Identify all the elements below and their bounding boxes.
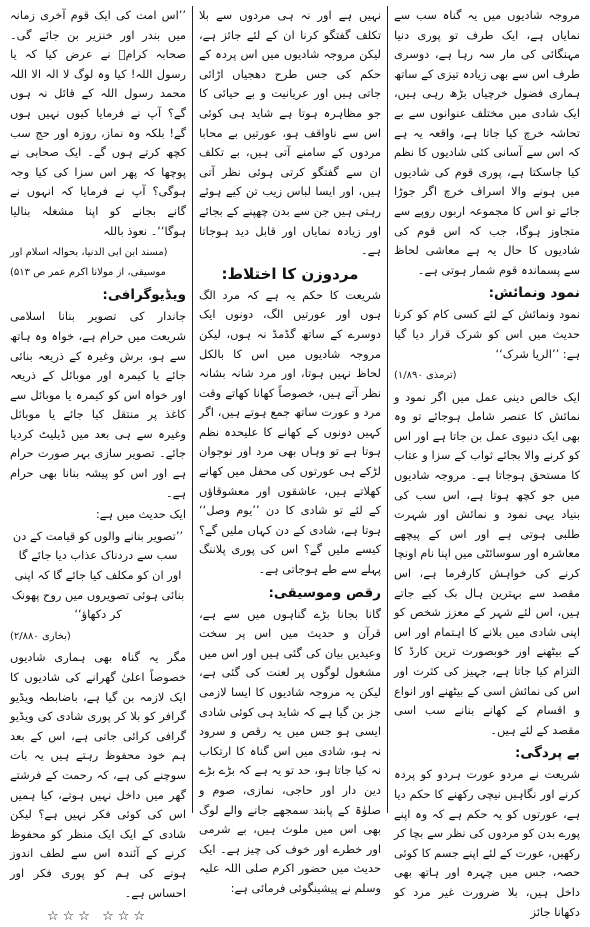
section-heading-display: نمود ونمائش: bbox=[488, 285, 580, 302]
hadith-quote: ’’اس امت کی ایک قوم آخری زمانہ میں بندر اور خنزیر بن جائے گی۔ صحابہ کرامؓ نے عرض کیا کہ یا رسول اللہ! کیا وہ لوگ لا الہ الا اللہ محمد رسول اللہ کے قائل نہ ہوں گے؟ آپ نے فرمایا کیوں نہیں ہوں گے! بلکہ وہ نماز، روزہ اور حج سب کچھ کرتے ہوں گے۔ ایک صحابی نے پوچھا کہ پھر اس سزا کی کیا وجہ ہوگی؟ آپ نے فرمایا کہ انہوں نے گانے بجانے کو اپنا مشغلہ بنالیا ہوگا‘‘۔ نعوذ باللہ bbox=[10, 8, 186, 238]
section-heading-mixing: مردوزن کا اختلاط: bbox=[221, 264, 359, 283]
section-heading-videography: ویڈیوگرافی: bbox=[102, 287, 186, 304]
column-left bbox=[4, 6, 192, 925]
hadith-quote: ’’تصویر بنانے والوں کو قیامت کے دن سب سے دردناک عذاب دیا جائے گا اور ان کو مکلف کیا جائے گا کہ اپنی بنائی ہوئی تصویروں میں روح پھونک کر دکھاؤ‘‘ bbox=[11, 528, 185, 622]
paragraph: ایک حدیث میں ہے: bbox=[95, 507, 186, 522]
paragraph: شریعت کا حکم یہ ہے کہ مرد الگ ہوں اور عورتیں الگ، دونوں ایک دوسرے کے ساتھ گڈمڈ نہ ہوں، لیکن مروجہ شادیوں میں اس کا بالکل لحاظ نہیں ہوتا، اور مرد شانہ بشانہ نظر آتے ہیں، خصوصاً کھانا کھاتے وقت مرد و عورت ساتھ جمع ہوتے ہیں، اگر کہیں دونوں کے کھانے کا علیحدہ نظم ہوتا ہے تو وہاں بھی مرد اور نوجوان لڑکے ہی عورتوں کی محفل میں کھانے کھلاتے ہیں، عاشقوں اور معشوقاؤں کے لئے تو شادی کا دن ’’یوم وصل‘‘ ہوتا ہے، شادی کے دن کہاں ملیں گے؟ کیسے ملیں گے؟ اس کی پوری پلاننگ پہلے سے طے ہوجاتی ہے۔ bbox=[199, 287, 381, 577]
paragraph: شریعت نے مردو عورت ہردو کو پردہ کرنے اور نگاہیں نیچی رکھنے کا حکم دیا ہے، عورتوں کو یہ حکم ہے کہ وہ اپنے پورے بدن کو مردوں کی نظر سے بچا کر رکھیں، عورت کے لئے اپنے جسم کا کوئی حصہ، جس میں چہرہ اور ہاتھ بھی داخل ہیں، بلا ضرورت غیر مرد کو دکھانا جائز bbox=[394, 767, 580, 919]
reference-citation: (بخاری ۲/۸۸۰) bbox=[10, 630, 71, 642]
reference-citation: (ترمذی ۱/۸۹۰) bbox=[394, 370, 457, 382]
column-middle bbox=[192, 6, 388, 895]
section-heading-music: رقص وموسیقی: bbox=[268, 584, 381, 601]
paragraph: جاندار کی تصویر بنانا اسلامی شریعت میں حرام ہے، خواہ وہ ہاتھ سے ہو، برش وغیرہ کے ذریعہ بنائی جائے یا کیمرہ اور موبائل کے ذریعہ اور خواہ اس کو کیمرہ یا موبائل سے کاغذ پر منتقل کیا جائے یا موبائل وغیرہ سے ہی بعد میں ڈیلیٹ کردیا جائے۔ تصویر سازی بہر صورت حرام ہے اور اس کو پیشہ بنانا بھی حرام ہے۔ bbox=[10, 309, 186, 500]
paragraph: مگر یہ گناہ بھی ہماری شادیوں خصوصاً اعلیٰ گھرانے کی شادیوں کا ایک لازمہ بن گیا ہے، باضابطہ ویڈیو گرافر کو بلا کر پوری شادی کی ویڈیو گرافی کرائی جاتی ہے، اس کے بعد ہم خود محفوظ رہتے ہیں یہ بات سوچنے کی ہے، کہ رحمت کے فرشتے گھر میں داخل نہیں ہوتے، کیا ہمیں اس کی کوئی فکر نہیں ہے؟ لیکن شادی کے ایک ایک منظر کو محفوظ کرنے کے آئندہ اس سے لطف اندوز ہونے کی ہم کو پوری فکر اور احساس ہے۔ bbox=[10, 650, 186, 900]
column-right bbox=[388, 6, 586, 919]
paragraph: ایک خالص دینی عمل میں اگر نمود و نمائش کا عنصر شامل ہوجائے تو وہ بھی ایک دنیوی عمل بن جاتا ہے اور اس کو کرنے والا بجائے ثواب کے سزا و عتاب کا مستحق ہوجاتا ہے۔ مروجہ شادیوں میں جو کچھ ہوتا ہے، اس سب کی بنیاد یہی نمود و نمائش اور شہرت طلبی ہوتی ہے اور اس کے پیچھے معاشرہ اور سوسائٹی میں اپنا نام اونچا کرنے کی خواہش کارفرما ہے، اس مقصد سے بہترین ہال بک کیے جاتے ہیں، اس لئے شہر کے معزز شخص کو اپنی شادی میں بلانے کا اہتمام اور اس کے بیٹھنے اور خوبصورت ترین کارڈ کا التزام کیا جاتا ہے، جہیز کی کثرت اور اس کی نمائش اسی کے بیٹھنے اور انواع و اقسام کے کھانے بنانے سب اسی مقصد کے لئے ہیں۔ bbox=[394, 389, 580, 737]
paragraph: گانا بجانا بڑے گناہوں میں سے ہے، قرآن و حدیث میں اس پر سخت وعیدیں بیان کی گئی ہیں اور اس میں مشغول لوگوں پر لعنت کی گئی ہے، لیکن یہ مروجہ شادیوں کا ایسا لازمی جز بن گیا ہے کہ شاید ہی کوئی شادی ایسی ہو جس میں یہ رقص و سرود نہ ہو، شادی میں اس گناہ کا ارتکاب نہ کیا جاتا ہو، حد تو یہ ہے کہ بڑے بڑے دین دار اور حاجی، نمازی، صوم و صلوٰۃ کے پابند سمجھے جانے والے لوگ بھی اس میں ملوث ہیں، بے شرمی اور خطرے اور خوف کی چیز ہے۔ ایک حدیث میں حضور اکرم صلی اللہ علیہ وسلم نے پیشینگوئی فرمائی ہے: bbox=[199, 606, 381, 895]
paragraph: مروجہ شادیوں میں یہ گناہ سب سے نمایاں ہے، ایک طرف تو پوری دنیا مہنگائی کی مار سہ رہا ہے، دوسری طرف اس سے بھی زیادہ تیزی کے ساتھ ہماری فضول خرچیاں بڑھ رہی ہیں، ایک شادی میں مختلف عنوانوں سے بے تحاشہ خرچ کیا جاتا ہے، واقعہ یہ ہے کہ اس سے آسانی کئی شادیوں کا نظم کیا جاسکتا ہے، پوری قوم کی شادیوں میں ہونے والا اسراف خرچ اگر جوڑا جائے تو اس کا مجموعہ اربوں روپے سے متجاوز ہوگا، جب کہ اس قوم کی شادیوں کا حال یہ ہے معاشی لحاظ سے پسماندہ قوم شمار ہوتی ہے۔ bbox=[394, 8, 580, 277]
stars-divider: ☆☆☆ ☆☆☆ bbox=[46, 909, 150, 925]
paragraph: نمود ونمائش کے لئے کسی کام کو کرنا حدیث میں اس کو شرک قرار دیا گیا ہے: ’’الریا شرک‘‘ bbox=[394, 307, 580, 361]
reference-citation: (مسند ابن ابی الدنیا، بحوالہ اسلام اور موسیقی، از مولانا اکرم عمر ص ۵۱۳) bbox=[10, 247, 168, 278]
section-heading-unveiling: بے پردگی: bbox=[515, 745, 580, 762]
paragraph: نہیں ہے اور نہ ہی مردوں سے بلا تکلف گفتگو کرنا ان کے لئے جائز ہے، لیکن مروجہ شادیوں میں اس پردہ کے حکم کی جس طرح دھجیاں اڑائی جاتی ہیں اور عریانیت و بے حیائی کا جو مظاہرہ ہوتا ہے شاید ہی کوئی اس سے ناواقف ہو، عورتیں بے محابا مردوں کے سامنے آتی ہیں، بے تکلف ان سے گفتگو کرتی ہوئی نظر آتی ہیں، اور ایسا لباس زیب تن کیے ہوئے رہتی ہیں جن سے بدن چھپنے کے بجائے اور زیادہ نمایاں اور قابل دید ہوجاتا ہے۔ bbox=[199, 8, 381, 258]
